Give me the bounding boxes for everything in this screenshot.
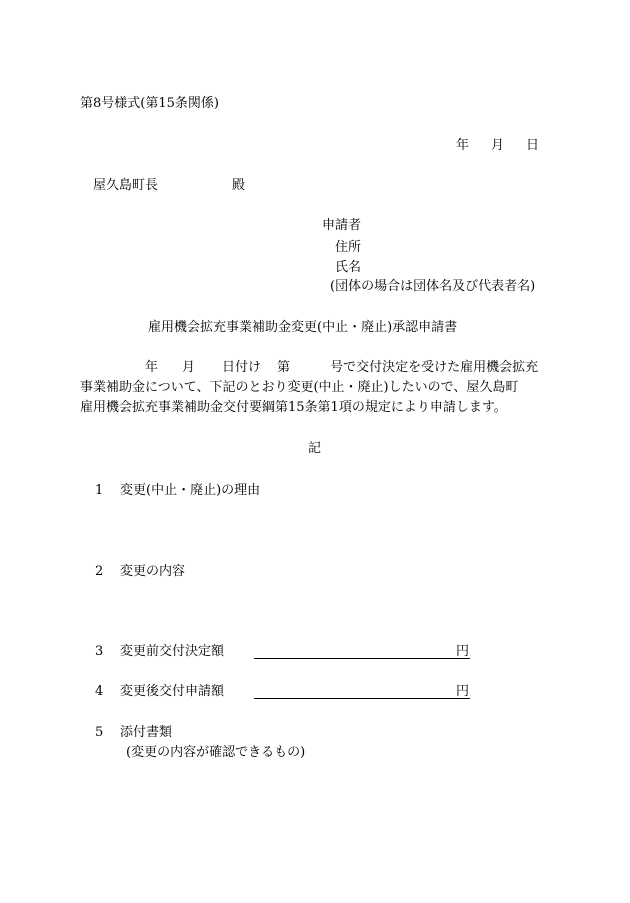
body-month: 月 [182, 360, 196, 375]
body-line-3: 雇用機会拡充事業補助金交付要綱第15条第1項の規定により申請します。 [80, 400, 507, 415]
addressee-honorific: 殿 [232, 178, 246, 193]
item-5-number: 5 [95, 725, 104, 740]
body-number-prefix: 第 [277, 360, 291, 375]
body-dated: 日付け [222, 360, 262, 375]
item-4-amount-field[interactable] [254, 698, 470, 699]
ki-heading: 記 [308, 441, 322, 456]
body-line-1-rest: 号で交付決定を受けた雇用機会拡充 [330, 360, 539, 375]
item-5-note: (変更の内容が確認できるもの) [126, 745, 306, 760]
item-3-number: 3 [95, 644, 104, 659]
form-number: 第8号様式(第15条関係) [80, 96, 219, 111]
addressee-title: 屋久島町長 [93, 178, 159, 193]
body-year: 年 [145, 360, 159, 375]
applicant-label: 申請者 [322, 218, 362, 233]
item-1-label: 変更(中止・廃止)の理由 [120, 483, 261, 498]
item-2-number: 2 [95, 564, 104, 579]
item-3-amount-field[interactable] [254, 658, 470, 659]
address-label: 住所 [335, 240, 362, 255]
date-line [456, 138, 539, 155]
item-4-label: 変更後交付申請額 [120, 684, 225, 699]
item-4-yen-unit: 円 [456, 684, 470, 699]
item-3-yen-unit: 円 [456, 644, 470, 659]
body-line-1 [80, 360, 552, 377]
date-day: 日 [526, 138, 540, 153]
organization-note: (団体の場合は団体名及び代表者名) [330, 279, 536, 294]
date-month: 月 [491, 138, 505, 153]
item-3-label: 変更前交付決定額 [120, 644, 225, 659]
body-line-2: 事業補助金について、下記のとおり変更(中止・廃止)したいので、屋久島町 [80, 380, 519, 395]
addressee [93, 178, 245, 195]
date-year: 年 [456, 138, 470, 153]
item-1-number: 1 [95, 483, 104, 498]
name-label: 氏名 [335, 260, 362, 275]
item-4-number: 4 [95, 684, 104, 699]
document-title: 雇用機会拡充事業補助金変更(中止・廃止)承認申請書 [148, 320, 458, 335]
item-2-label: 変更の内容 [120, 564, 186, 579]
item-5-label: 添付書類 [120, 725, 173, 740]
